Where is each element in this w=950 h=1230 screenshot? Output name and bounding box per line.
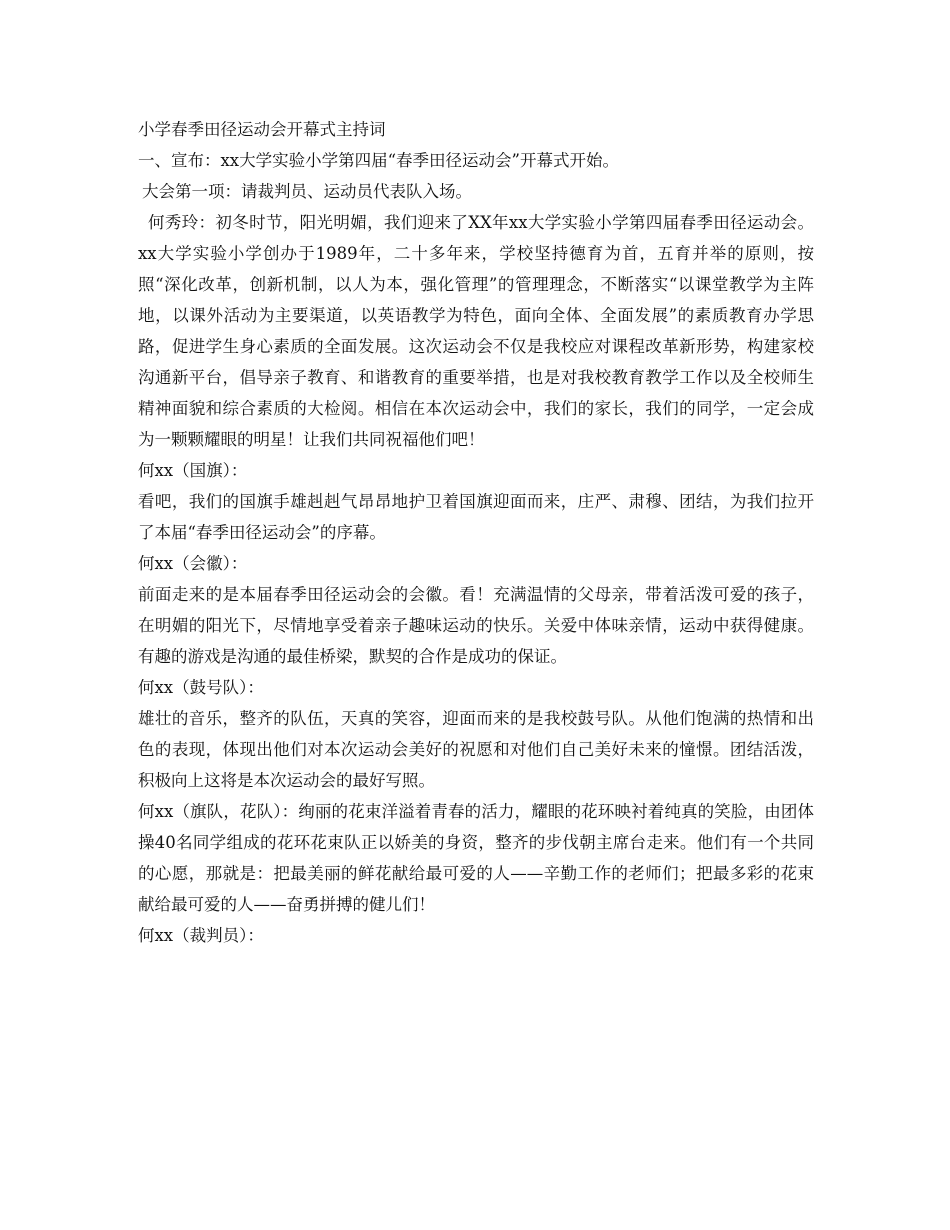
- document-body: [138, 114, 814, 951]
- paragraph-first-item: 大会第一项：请裁判员、运动员代表队入场。: [142, 182, 472, 201]
- paragraph-referee-heading: 何xx（裁判员）：: [138, 926, 264, 945]
- paragraph-band-heading: 何xx（鼓号队）：: [138, 678, 264, 697]
- paragraph-flower-team: 何xx（旗队，花队）：绚丽的花束洋溢着青春的活力，耀眼的花环映衬着纯真的笑脸，由团体操40名同学组成的花环花束队正以娇美的身资，整齐的步伐朝主席台走来。他们有一个共同的心愿，那就是：把最美丽的鲜花献给最可爱的人——辛勤工作的老师们；把最多彩的花束献给最可爱的人——奋勇拼搏的健儿们！: [138, 802, 814, 914]
- paragraph-announcement: 一、宣布：xx大学实验小学第四届“春季田径运动会”开幕式开始。: [138, 151, 619, 170]
- paragraph-host-speech: 何秀玲：初冬时节，阳光明媚，我们迎来了XX年xx大学实验小学第四届春季田径运动会。xx大学实验小学创办于1989年，二十多年来，学校坚持德育为首，五育并举的原则，按照“深化改革，创新机制，以人为本，强化管理”的管理理念，不断落实“以课堂教学为主阵地，以课外活动为主要渠道，以英语教学为特色，面向全体、全面发展”的素质教育办学思路，促进学生身心素质的全面发展。这次运动会不仅是我校应对课程改革新形势，构建家校沟通新平台，倡导亲子教育、和谐教育的重要举措，也是对我校教育教学工作以及全校师生精神面貌和综合素质的大检阅。相信在本次运动会中，我们的家长，我们的同学，一定会成为一颗颗耀眼的明星！让我们共同祝福他们吧！: [138, 213, 814, 449]
- paragraph-flag-heading: 何xx（国旗）：: [138, 461, 248, 480]
- paragraph-emblem-text: 前面走来的是本届春季田径运动会的会徽。看！充满温情的父母亲，带着活泼可爱的孩子，在明媚的阳光下，尽情地享受着亲子趣味运动的快乐。关爱中体味亲情，运动中获得健康。有趣的游戏是沟通的最佳桥梁，默契的合作是成功的保证。: [138, 585, 814, 666]
- document-title: 小学春季田径运动会开幕式主持词: [138, 120, 386, 139]
- paragraph-flag-text: 看吧，我们的国旗手雄赳赳气昂昂地护卫着国旗迎面而来，庄严、肃穆、团结，为我们拉开了本届“春季田径运动会”的序幕。: [138, 492, 814, 542]
- paragraph-band-text: 雄壮的音乐，整齐的队伍，天真的笑容，迎面而来的是我校鼓号队。从他们饱满的热情和出色的表现，体现出他们对本次运动会美好的祝愿和对他们自己美好未来的憧憬。团结活泼，积极向上这将是本次运动会的最好写照。: [138, 709, 814, 790]
- paragraph-emblem-heading: 何xx（会徽）：: [138, 554, 248, 573]
